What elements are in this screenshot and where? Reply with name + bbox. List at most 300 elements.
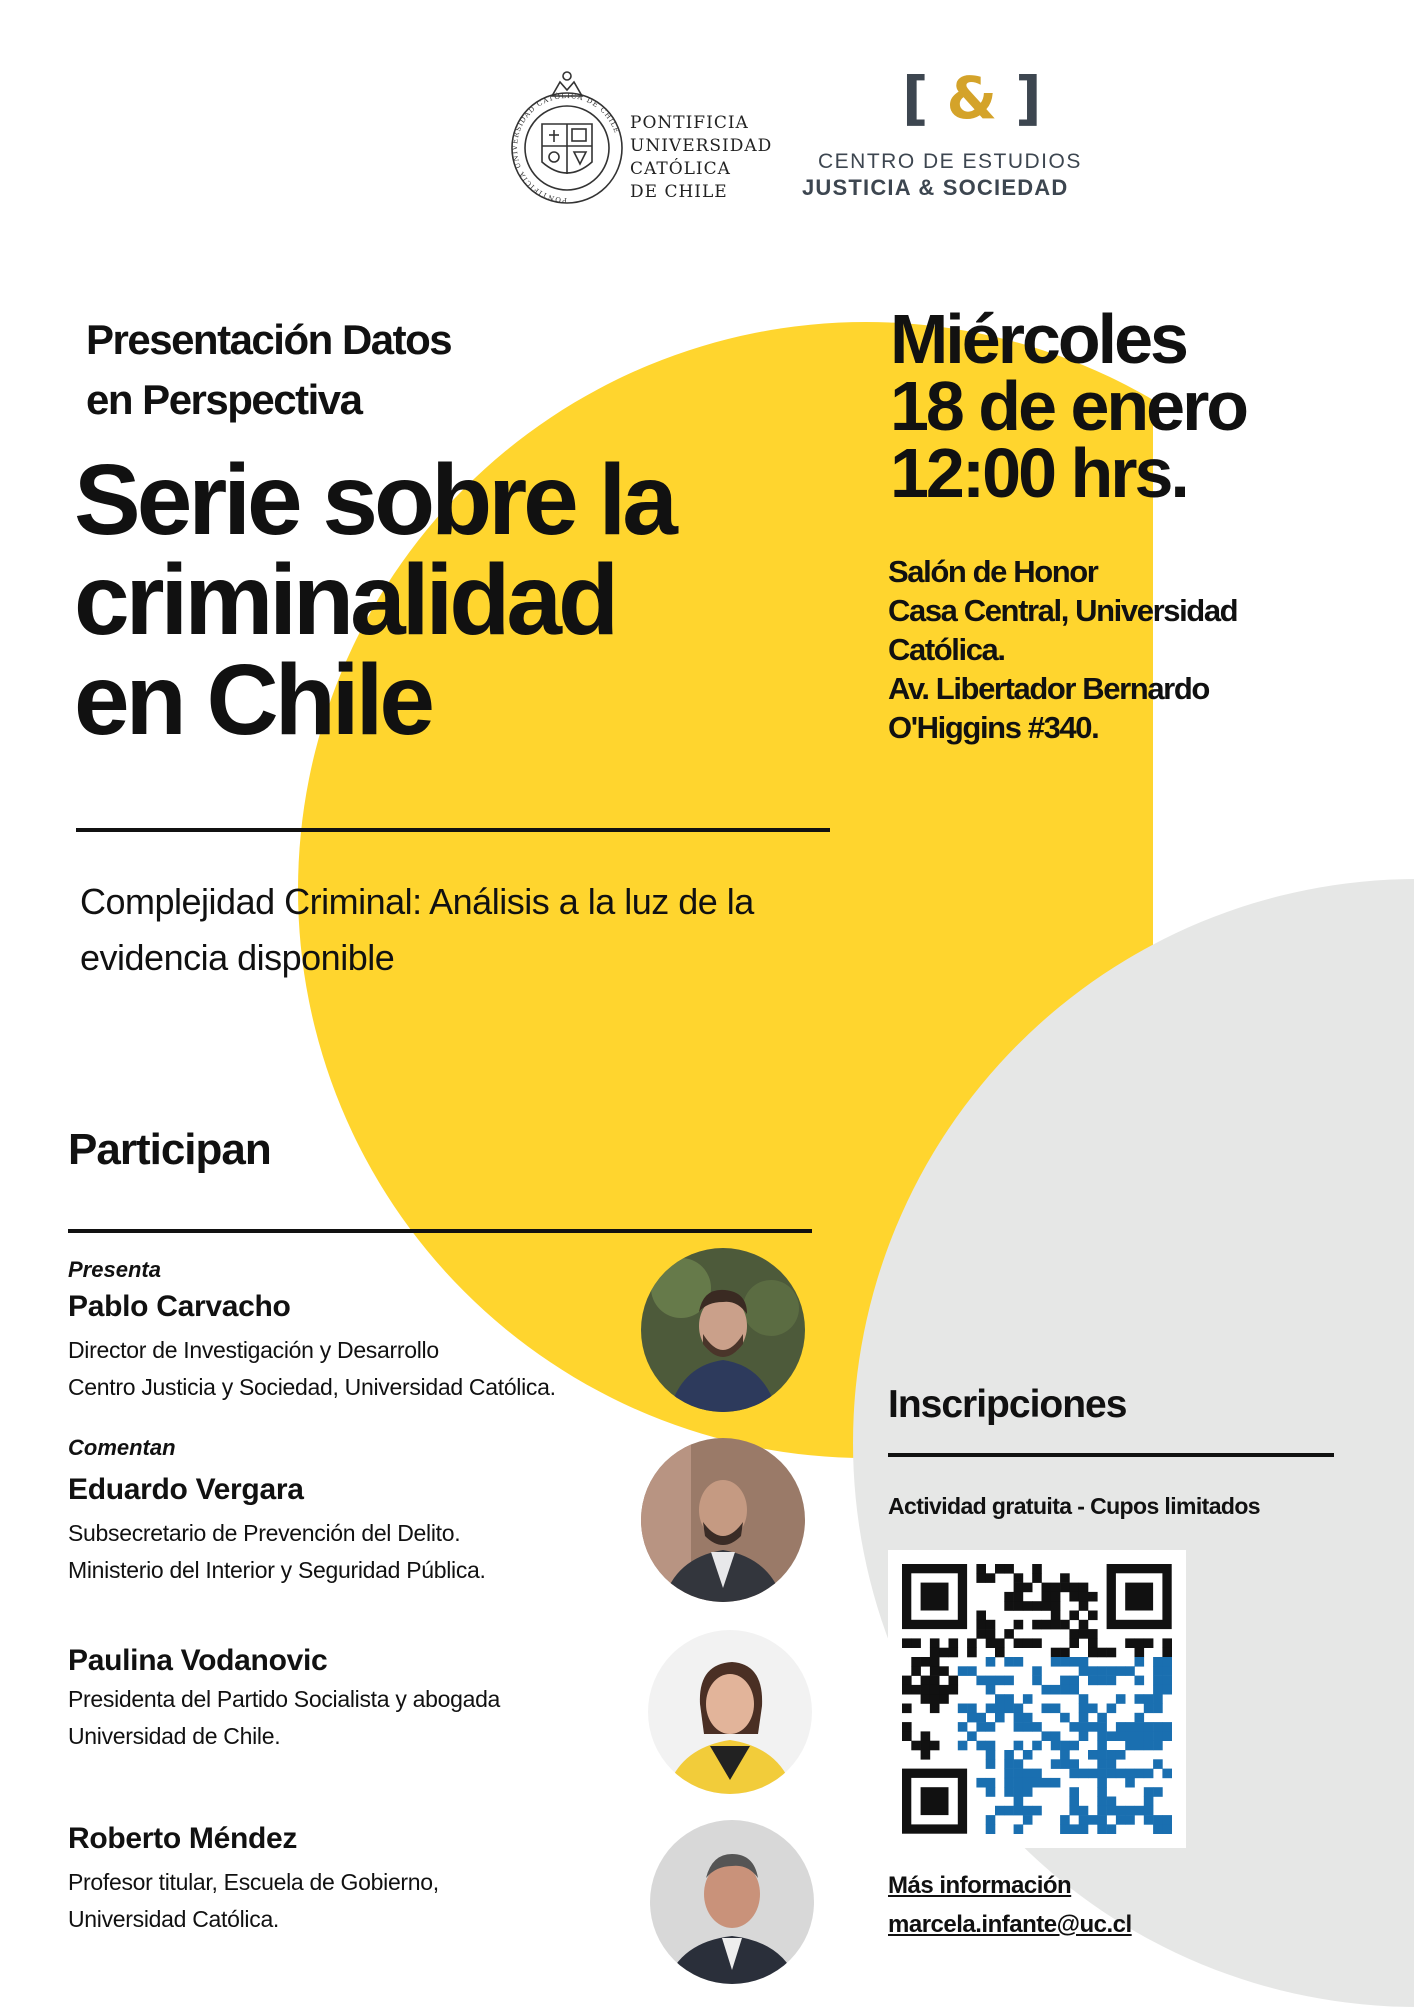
- qr-module: [1023, 1694, 1033, 1704]
- registration-heading: Inscripciones: [888, 1383, 1127, 1426]
- qr-module: [1051, 1611, 1061, 1621]
- qr-module: [1162, 1685, 1172, 1695]
- qr-module: [1069, 1806, 1079, 1816]
- qr-module: [976, 1611, 986, 1621]
- qr-module: [1069, 1592, 1079, 1602]
- qr-module: [939, 1648, 949, 1658]
- qr-module: [1032, 1564, 1042, 1574]
- qr-module: [1079, 1592, 1089, 1602]
- qr-module: [1032, 1601, 1042, 1611]
- qr-module: [1125, 1731, 1135, 1741]
- qr-module: [930, 1657, 940, 1667]
- participant-description: [68, 1332, 556, 1406]
- qr-module: [1023, 1815, 1033, 1825]
- qr-module: [1014, 1583, 1024, 1593]
- qr-module: [1116, 1815, 1126, 1825]
- qr-module: [1004, 1778, 1014, 1788]
- qr-module: [986, 1657, 996, 1667]
- qr-module: [902, 1731, 912, 1741]
- qr-module: [1004, 1759, 1014, 1769]
- cejs-bracket: [: [902, 64, 935, 132]
- qr-module: [1079, 1694, 1089, 1704]
- participant-description: [68, 1864, 439, 1938]
- qr-module: [1069, 1657, 1079, 1667]
- qr-module: [1162, 1815, 1172, 1825]
- qr-module: [930, 1676, 940, 1686]
- qr-module: [995, 1694, 1005, 1704]
- qr-module: [1107, 1704, 1117, 1714]
- qr-module: [976, 1564, 986, 1574]
- qr-module: [1014, 1797, 1024, 1807]
- qr-module: [1153, 1731, 1163, 1741]
- qr-module: [1042, 1685, 1052, 1695]
- qr-module: [1097, 1769, 1107, 1779]
- comentan-label: Comentan: [68, 1435, 176, 1460]
- qr-module: [1153, 1824, 1163, 1834]
- qr-module: [1042, 1778, 1052, 1788]
- qr-module: [1153, 1694, 1163, 1704]
- qr-module: [995, 1638, 1005, 1648]
- participant-photo: [641, 1248, 805, 1412]
- qr-module: [1069, 1722, 1079, 1732]
- venue-line: Salón de Honor: [888, 554, 1098, 589]
- qr-module: [1032, 1778, 1042, 1788]
- qr-module: [1014, 1769, 1024, 1779]
- participant-desc-line: Subsecretario de Prevención del Delito.: [68, 1520, 461, 1546]
- qr-module: [921, 1685, 931, 1695]
- qr-module: [1069, 1769, 1079, 1779]
- qr-module: [1023, 1750, 1033, 1760]
- event-kicker: [86, 310, 451, 430]
- qr-module: [1069, 1583, 1079, 1593]
- qr-module: [930, 1741, 940, 1751]
- qr-module: [1032, 1806, 1042, 1816]
- qr-module: [1014, 1806, 1024, 1816]
- qr-module: [1125, 1769, 1135, 1779]
- qr-module: [1107, 1666, 1117, 1676]
- qr-module: [986, 1815, 996, 1825]
- qr-module: [1032, 1666, 1042, 1676]
- qr-module: [1079, 1583, 1089, 1593]
- qr-module: [1116, 1722, 1126, 1732]
- qr-module: [1060, 1583, 1070, 1593]
- qr-finder: [921, 1787, 949, 1815]
- qr-module: [1079, 1824, 1089, 1834]
- qr-module: [1023, 1722, 1033, 1732]
- qr-module: [967, 1713, 977, 1723]
- qr-module: [1051, 1592, 1061, 1602]
- qr-module: [1088, 1648, 1098, 1658]
- qr-module: [1023, 1638, 1033, 1648]
- qr-module: [949, 1685, 959, 1695]
- qr-module: [1014, 1713, 1024, 1723]
- cejs-name-line2: JUSTICIA & SOCIEDAD: [802, 175, 1069, 200]
- qr-module: [1162, 1824, 1172, 1834]
- qr-module: [1004, 1806, 1014, 1816]
- qr-module: [1004, 1769, 1014, 1779]
- qr-module: [921, 1694, 931, 1704]
- qr-module: [1079, 1815, 1089, 1825]
- qr-module: [1051, 1620, 1061, 1630]
- qr-module: [1014, 1704, 1024, 1714]
- qr-module: [1097, 1759, 1107, 1769]
- participant-name: Roberto Méndez: [68, 1822, 298, 1855]
- qr-module: [986, 1750, 996, 1760]
- qr-module: [1079, 1713, 1089, 1723]
- qr-module: [995, 1676, 1005, 1686]
- qr-module: [995, 1648, 1005, 1658]
- qr-module: [902, 1638, 912, 1648]
- qr-module: [986, 1629, 996, 1639]
- svg-text:PONTIFICIA UNIVERSIDAD CATÓLIC: PONTIFICIA UNIVERSIDAD CATÓLICA DE CHILE: [511, 91, 621, 205]
- participant-description: [68, 1681, 500, 1755]
- qr-module: [1023, 1601, 1033, 1611]
- qr-module: [986, 1638, 996, 1648]
- qr-module: [1023, 1778, 1033, 1788]
- qr-module: [1097, 1676, 1107, 1686]
- qr-module: [1004, 1657, 1014, 1667]
- qr-module: [976, 1620, 986, 1630]
- participant-name: Paulina Vodanovic: [68, 1644, 328, 1677]
- participant-desc-line: Universidad de Chile.: [68, 1723, 281, 1749]
- qr-module: [1014, 1657, 1024, 1667]
- qr-module: [949, 1638, 959, 1648]
- qr-module: [1069, 1638, 1079, 1648]
- qr-module: [986, 1722, 996, 1732]
- qr-module: [1014, 1787, 1024, 1797]
- qr-module: [1079, 1722, 1089, 1732]
- qr-module: [939, 1666, 949, 1676]
- qr-module: [1004, 1592, 1014, 1602]
- qr-module: [1069, 1741, 1079, 1751]
- cejs-bracket: ]: [1015, 64, 1048, 132]
- participant-desc-line: Director de Investigación y Desarrollo: [68, 1337, 439, 1363]
- qr-module: [1162, 1676, 1172, 1686]
- event-date: [890, 300, 1247, 512]
- cejs-mark-text: [896, 64, 1054, 132]
- qr-module: [1153, 1815, 1163, 1825]
- qr-module: [1162, 1769, 1172, 1779]
- qr-module: [1051, 1759, 1061, 1769]
- qr-module: [1088, 1750, 1098, 1760]
- qr-module: [1079, 1666, 1089, 1676]
- qr-module: [976, 1629, 986, 1639]
- participant-name: Eduardo Vergara: [68, 1473, 304, 1506]
- qr-module: [1042, 1704, 1052, 1714]
- more-info-label: Más información: [888, 1872, 1072, 1899]
- qr-module: [949, 1648, 959, 1658]
- uc-wordmark: [630, 112, 772, 204]
- qr-module: [1135, 1713, 1145, 1723]
- qr-module: [967, 1648, 977, 1658]
- event-subtitle: Complejidad Criminal: Análisis a la luz de la evidencia disponible: [80, 881, 754, 978]
- qr-module: [1079, 1704, 1089, 1714]
- qr-module: [1004, 1629, 1014, 1639]
- qr-module: [1135, 1657, 1145, 1667]
- qr-module: [967, 1666, 977, 1676]
- qr-module: [1069, 1824, 1079, 1834]
- qr-module: [1032, 1722, 1042, 1732]
- qr-module: [911, 1685, 921, 1695]
- qr-finder: [1125, 1583, 1153, 1611]
- uc-line: CATÓLICA: [630, 159, 731, 179]
- qr-module: [1023, 1787, 1033, 1797]
- qr-module: [1014, 1741, 1024, 1751]
- participant-desc-line: Centro Justicia y Sociedad, Universidad Católica.: [68, 1374, 556, 1400]
- cejs-logo-mark: [896, 64, 1054, 132]
- qr-module: [1144, 1769, 1154, 1779]
- qr-module: [1060, 1573, 1070, 1583]
- date-line: 12:00 hrs.: [890, 434, 1187, 512]
- participant-name: Pablo Carvacho: [68, 1290, 291, 1323]
- kicker-line: Presentación Datos: [86, 316, 452, 363]
- qr-module: [958, 1722, 968, 1732]
- qr-module: [995, 1713, 1005, 1723]
- uc-seal-icon: [508, 66, 626, 208]
- qr-module: [1116, 1806, 1126, 1816]
- qr-module: [930, 1638, 940, 1648]
- qr-module: [995, 1806, 1005, 1816]
- qr-module: [1069, 1685, 1079, 1695]
- title-divider: [76, 828, 830, 832]
- qr-module: [1125, 1815, 1135, 1825]
- qr-module: [1153, 1722, 1163, 1732]
- date-line: 18 de enero: [890, 367, 1247, 445]
- qr-module: [1088, 1676, 1098, 1686]
- qr-module: [1097, 1713, 1107, 1723]
- qr-module: [1032, 1573, 1042, 1583]
- qr-module: [1097, 1824, 1107, 1834]
- participant-photo: [648, 1630, 812, 1794]
- qr-module: [1153, 1685, 1163, 1695]
- qr-module: [1060, 1741, 1070, 1751]
- qr-module: [1153, 1676, 1163, 1686]
- qr-module: [1051, 1583, 1061, 1593]
- qr-module: [1004, 1564, 1014, 1574]
- qr-module: [1042, 1731, 1052, 1741]
- qr-module: [958, 1741, 968, 1751]
- date-line: Miércoles: [890, 300, 1186, 378]
- qr-module: [921, 1741, 931, 1751]
- qr-module: [902, 1704, 912, 1714]
- qr-module: [1069, 1787, 1079, 1797]
- qr-module: [1135, 1741, 1145, 1751]
- qr-module: [1069, 1676, 1079, 1686]
- qr-module: [1014, 1778, 1024, 1788]
- qr-module: [949, 1676, 959, 1686]
- qr-module: [1079, 1601, 1089, 1611]
- qr-module: [1116, 1750, 1126, 1760]
- qr-module: [1004, 1694, 1014, 1704]
- title-line: Serie sobre la: [74, 444, 674, 556]
- qr-module: [1004, 1750, 1014, 1760]
- qr-module: [1014, 1722, 1024, 1732]
- qr-module: [1097, 1741, 1107, 1751]
- uc-line: PONTIFICIA: [630, 113, 749, 133]
- qr-module: [976, 1778, 986, 1788]
- qr-module: [986, 1824, 996, 1834]
- qr-module: [921, 1750, 931, 1760]
- qr-module: [930, 1704, 940, 1714]
- qr-module: [1116, 1694, 1126, 1704]
- qr-module: [1051, 1741, 1061, 1751]
- qr-module: [1060, 1824, 1070, 1834]
- qr-module: [1107, 1731, 1117, 1741]
- qr-module: [1162, 1666, 1172, 1676]
- qr-module: [1097, 1750, 1107, 1760]
- qr-module: [986, 1778, 996, 1788]
- qr-module: [1097, 1648, 1107, 1658]
- qr-module: [1079, 1769, 1089, 1779]
- participant-description: [68, 1515, 486, 1589]
- qr-module: [1107, 1769, 1117, 1779]
- qr-module: [1162, 1648, 1172, 1658]
- qr-module: [1060, 1676, 1070, 1686]
- qr-module: [1079, 1806, 1089, 1816]
- qr-module: [902, 1676, 912, 1686]
- qr-module: [1153, 1666, 1163, 1676]
- qr-module: [1042, 1583, 1052, 1593]
- qr-module: [995, 1704, 1005, 1714]
- qr-module: [1097, 1787, 1107, 1797]
- qr-module: [1032, 1769, 1042, 1779]
- qr-module: [958, 1666, 968, 1676]
- qr-module: [911, 1741, 921, 1751]
- qr-module: [1069, 1759, 1079, 1769]
- qr-module: [1097, 1722, 1107, 1732]
- qr-module: [930, 1648, 940, 1658]
- qr-module: [1107, 1806, 1117, 1816]
- qr-module: [1097, 1731, 1107, 1741]
- qr-module: [1135, 1722, 1145, 1732]
- qr-module: [1023, 1713, 1033, 1723]
- qr-module: [976, 1713, 986, 1723]
- qr-module: [1144, 1806, 1154, 1816]
- qr-module: [1088, 1769, 1098, 1779]
- participant-desc-line: Profesor titular, Escuela de Gobierno,: [68, 1869, 439, 1895]
- qr-module: [1032, 1620, 1042, 1630]
- qr-module: [1051, 1731, 1061, 1741]
- cejs-ampersand: &: [946, 64, 1004, 132]
- qr-module: [1144, 1638, 1154, 1648]
- presenta-label: Presenta: [68, 1257, 161, 1282]
- qr-module: [995, 1564, 1005, 1574]
- qr-module: [1051, 1601, 1061, 1611]
- qr-module: [1069, 1611, 1079, 1621]
- qr-module: [1116, 1731, 1126, 1741]
- qr-module: [1116, 1769, 1126, 1779]
- qr-module: [1107, 1750, 1117, 1760]
- contact-email-link[interactable]: marcela.infante@uc.cl: [888, 1911, 1132, 1938]
- registration-qr-code[interactable]: [888, 1550, 1186, 1848]
- qr-module: [1051, 1648, 1061, 1658]
- qr-module: [1097, 1815, 1107, 1825]
- qr-module: [939, 1694, 949, 1704]
- qr-module: [1069, 1797, 1079, 1807]
- qr-module: [930, 1685, 940, 1695]
- qr-module: [930, 1666, 940, 1676]
- qr-module: [1042, 1601, 1052, 1611]
- qr-module: [1162, 1722, 1172, 1732]
- qr-module: [1097, 1778, 1107, 1788]
- qr-module: [1014, 1573, 1024, 1583]
- qr-module: [1014, 1759, 1024, 1769]
- title-line: criminalidad: [74, 544, 616, 656]
- qr-module: [1135, 1648, 1145, 1658]
- qr-module: [1088, 1704, 1098, 1714]
- qr-module: [1125, 1638, 1135, 1648]
- qr-module: [902, 1685, 912, 1695]
- qr-module: [986, 1759, 996, 1769]
- participant-desc-line: Universidad Católica.: [68, 1906, 280, 1932]
- qr-module: [1060, 1685, 1070, 1695]
- qr-module: [976, 1676, 986, 1686]
- qr-module: [1088, 1629, 1098, 1639]
- qr-module: [1125, 1666, 1135, 1676]
- qr-module: [1144, 1694, 1154, 1704]
- kicker-line: en Perspectiva: [86, 376, 362, 423]
- qr-module: [902, 1722, 912, 1732]
- qr-module: [921, 1657, 931, 1667]
- qr-module: [1097, 1797, 1107, 1807]
- qr-module: [921, 1731, 931, 1741]
- qr-module: [1153, 1759, 1163, 1769]
- title-line: en Chile: [74, 644, 431, 756]
- qr-module: [1144, 1731, 1154, 1741]
- registration-divider: [888, 1453, 1334, 1457]
- qr-module: [1088, 1638, 1098, 1648]
- qr-module: [1153, 1657, 1163, 1667]
- qr-module: [1079, 1629, 1089, 1639]
- more-info: [888, 1866, 1132, 1944]
- qr-module: [1014, 1824, 1024, 1834]
- qr-module: [986, 1741, 996, 1751]
- qr-module: [1088, 1815, 1098, 1825]
- qr-module: [1107, 1797, 1117, 1807]
- qr-module: [1125, 1778, 1135, 1788]
- qr-module: [1135, 1731, 1145, 1741]
- qr-module: [1004, 1601, 1014, 1611]
- qr-module: [976, 1722, 986, 1732]
- qr-module: [1144, 1722, 1154, 1732]
- qr-module: [1079, 1620, 1089, 1630]
- venue-line: Casa Central, Universidad: [888, 593, 1238, 628]
- cejs-name-line1: CENTRO DE ESTUDIOS: [818, 150, 1082, 173]
- qr-module: [1125, 1806, 1135, 1816]
- qr-module: [1144, 1741, 1154, 1751]
- qr-module: [958, 1704, 968, 1714]
- qr-module: [1153, 1787, 1163, 1797]
- registration-note: Actividad gratuita - Cupos limitados: [888, 1493, 1260, 1519]
- qr-module: [1023, 1806, 1033, 1816]
- qr-module: [1162, 1731, 1172, 1741]
- venue-line: Católica.: [888, 632, 1005, 667]
- qr-module: [1060, 1648, 1070, 1658]
- event-venue: [888, 552, 1237, 747]
- participant-desc-line: Ministerio del Interior y Seguridad Pública.: [68, 1557, 486, 1583]
- qr-module: [1135, 1694, 1145, 1704]
- qr-module: [1060, 1815, 1070, 1825]
- qr-module: [967, 1704, 977, 1714]
- qr-module: [1004, 1787, 1014, 1797]
- qr-module: [1125, 1741, 1135, 1751]
- participant-photo: [641, 1438, 805, 1602]
- qr-module: [911, 1638, 921, 1648]
- qr-module: [1135, 1769, 1145, 1779]
- qr-module: [1144, 1704, 1154, 1714]
- qr-code-icon: [888, 1550, 1186, 1848]
- qr-module: [1116, 1666, 1126, 1676]
